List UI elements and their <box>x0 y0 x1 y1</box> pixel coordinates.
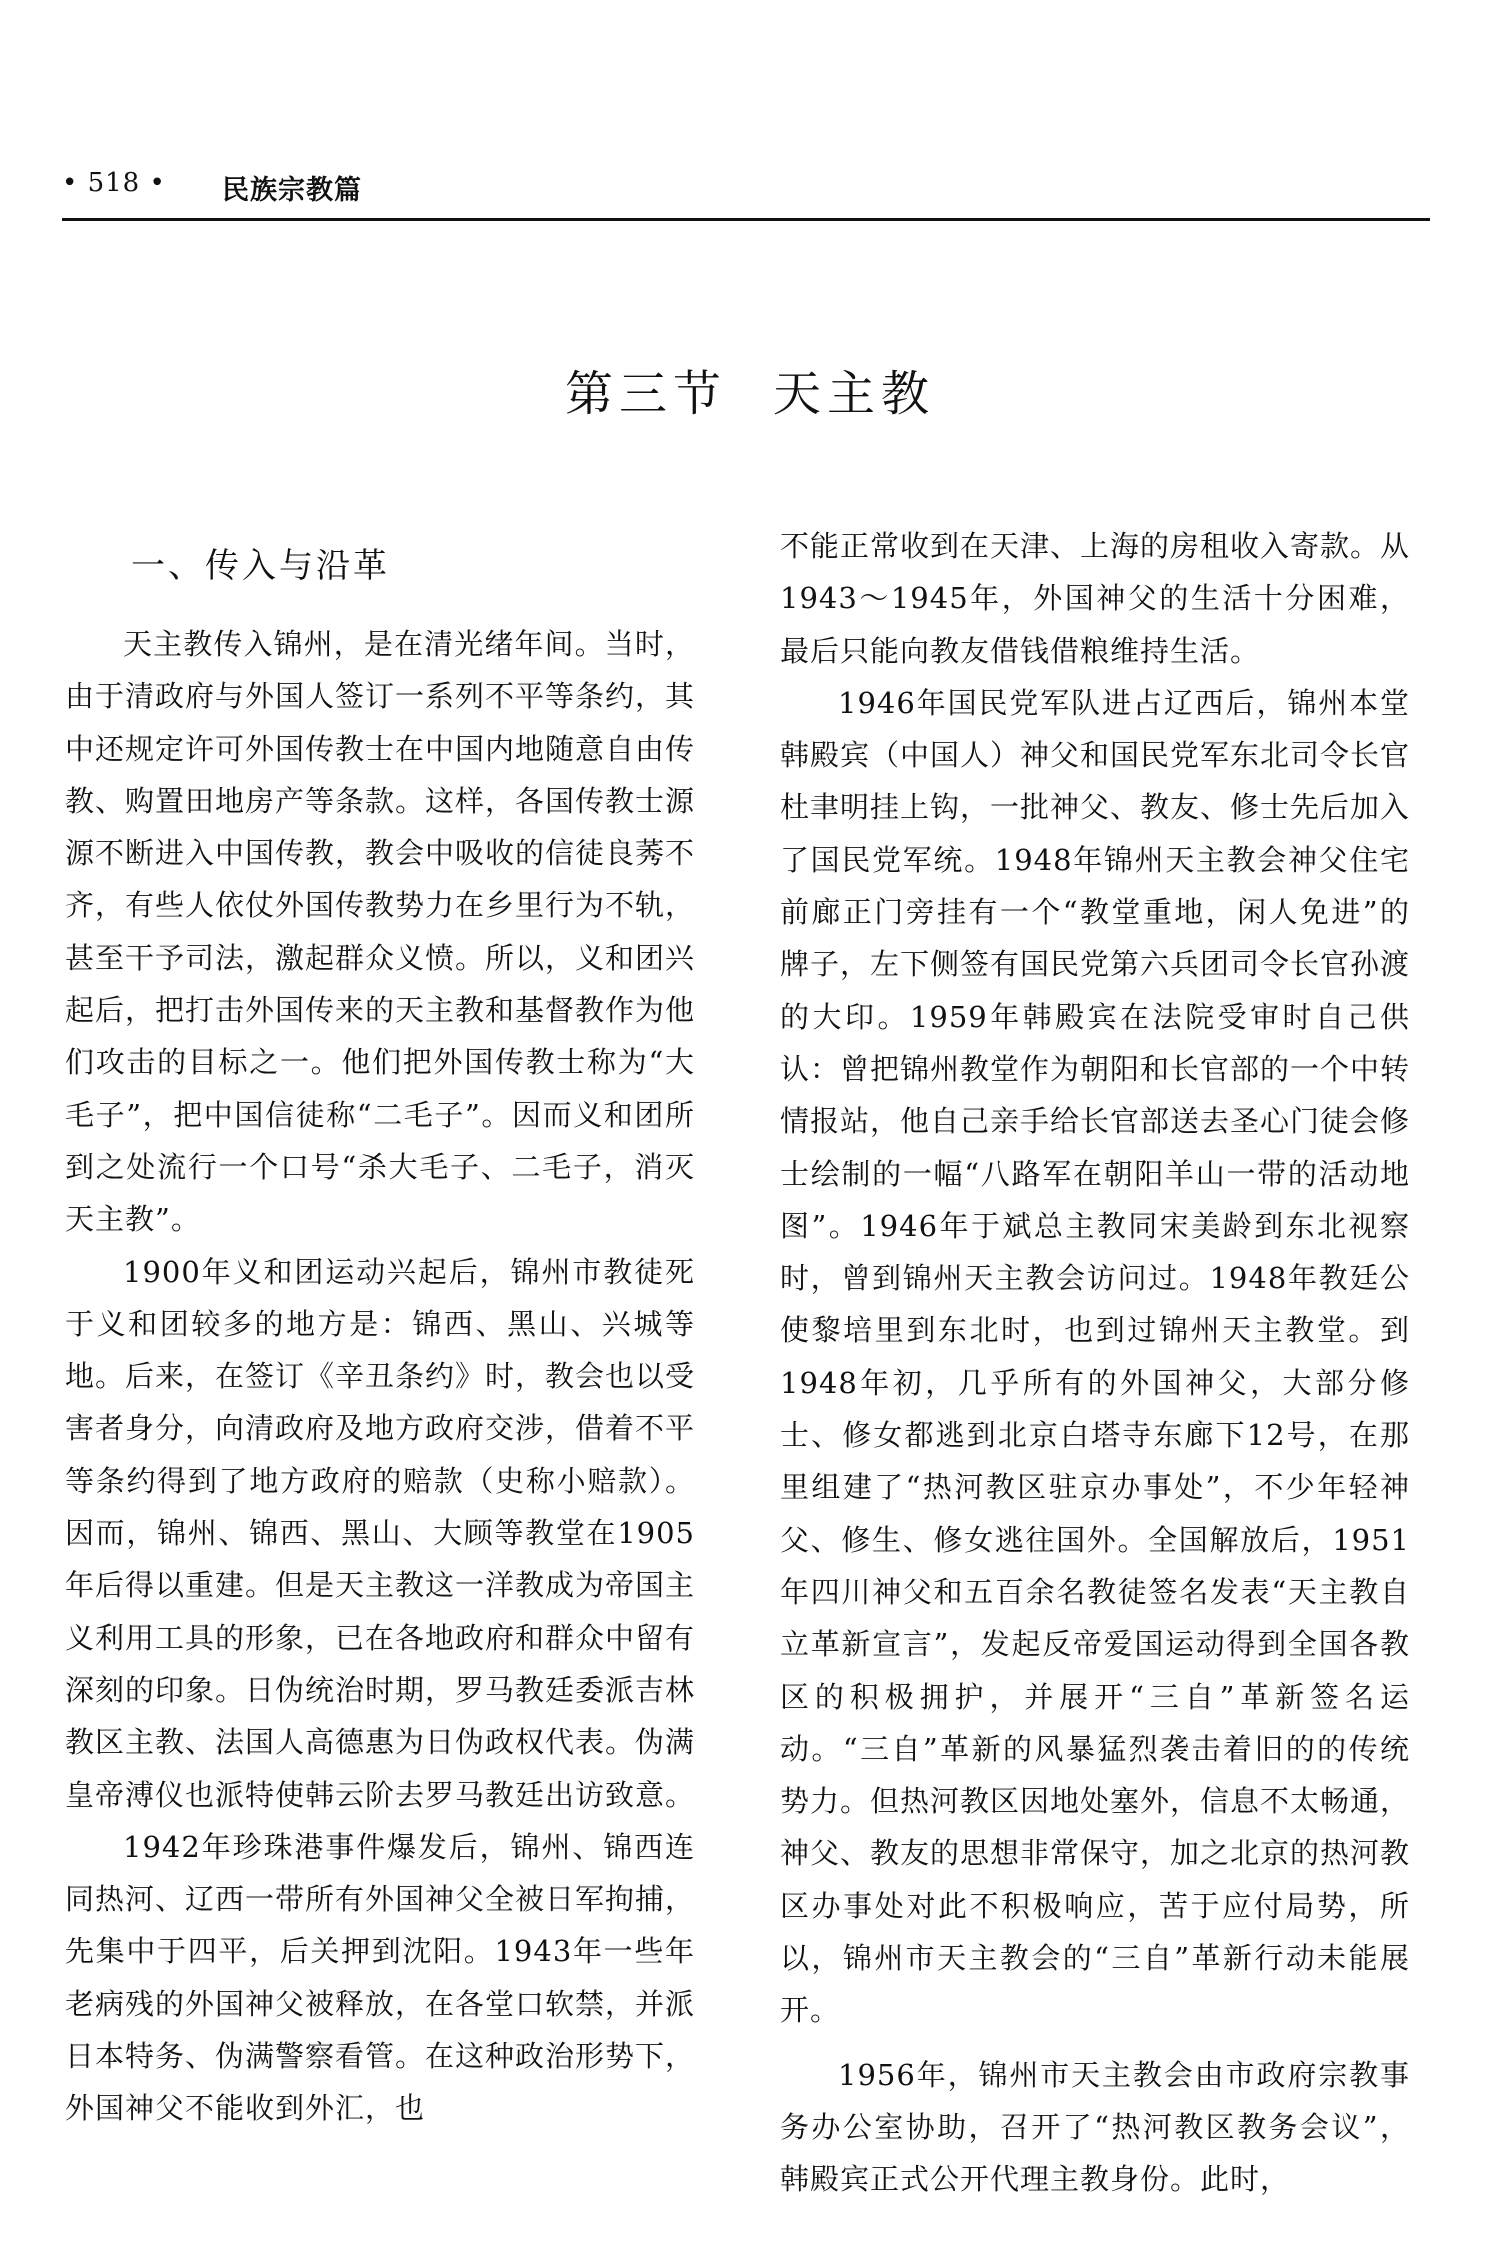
page-number: • 518 • <box>62 168 166 198</box>
right-column <box>780 520 1410 2206</box>
page-header <box>62 168 1430 221</box>
subheading: 一、传入与沿革 <box>131 546 390 586</box>
paragraph: 天主教传入锦州，是在清光绪年间。当时，由于清政府与外国人签订一系列不平等条约，其中还规定许可外国传教士在中国内地随意自由传教、购置田地房产等条款。这样，各国传教士源源不断进入中国传教，教会中吸收的信徒良莠不齐，有些人依仗外国传教势力在乡里行为不轨，甚至干予司法，激起群众义愤。所以，义和团兴起后，把打击外国传来的天主教和基督教作为他们攻击的目标之一。他们把外国传教士称为“大毛子”，把中国信徒称“二毛子”。因而义和团所到之处流行一个口号“杀大毛子、二毛子，消灭天主教”。 <box>65 627 696 1237</box>
paragraph: 1956年，锦州市天主教会由市政府宗教事务办公室协助，召开了“热河教区教务会议”，韩殿宾正式公开代理主教身份。此时， <box>780 2057 1410 2197</box>
left-column <box>65 520 695 2135</box>
paragraph: 1946年国民党军队进占辽西后，锦州本堂韩殿宾（中国人）神父和国民党军东北司令长官杜聿明挂上钩，一批神父、教友、修士先后加入了国民党军统。1948年锦州天主教会神父住宅前廊正门旁挂有一个“教堂重地，闲人免进”的牌子，左下侧签有国民党第六兵团司令长官孙渡的大印。1959年韩殿宾在法院受审时自己供认：曾把锦州教堂作为朝阳和长官部的一个中转情报站，他自己亲手给长官部送去圣心门徒会修士绘制的一幅“八路军在朝阳羊山一带的活动地图”。1946年于斌总主教同宋美龄到东北视察时，曾到锦州天主教会访问过。1948年教廷公使黎培里到东北时，也到过锦州天主教堂。到1948年初，几乎所有的外国神父，大部分修士、修女都逃到北京白塔寺东廊下12号，在那里组建了“热河教区驻京办事处”，不少年轻神父、修生、修女逃往国外。全国解放后，1951年四川神父和五百余名教徒签名发表“天主教自立革新宣言”，发起反帝爱国运动得到全国各教区的积极拥护，并展开“三自”革新签名运动。“三自”革新的风暴猛烈袭击着旧的的传统势力。但热河教区因地处塞外，信息不太畅通，神父、教友的思想非常保守，加之北京的热河教区办事处对此不积极响应，苦于应付局势，所以，锦州市天主教会的“三自”革新行动未能展开。 <box>780 685 1411 2028</box>
paragraph: 1900年义和团运动兴起后，锦州市教徒死于义和团较多的地方是：锦西、黑山、兴城等地。后来，在签订《辛丑条约》时，教会也以受害者身分，向清政府及地方政府交涉，借着不平等条约得到了地方政府的赔款（史称小赔款）。因而，锦州、锦西、黑山、大顾等教堂在1905年后得以重建。但是天主教这一洋教成为帝国主义利用工具的形象，已在各地政府和群众中留有深刻的印象。日伪统治时期，罗马教廷委派吉林教区主教、法国人高德惠为日伪政权代表。伪满皇帝溥仪也派特使韩云阶去罗马教廷出访致意。 <box>65 1254 696 1812</box>
paragraph: 1942年珍珠港事件爆发后，锦州、锦西连同热河、辽西一带所有外国神父全被日军拘捕，先集中于四平，后关押到沈阳。1943年一些年老病残的外国神父被释放，在各堂口软禁，并派日本特务、伪满警察看管。在这种政治形势下，外国神父不能收到外汇，也 <box>65 1829 696 2126</box>
paragraph-continued: 不能正常收到在天津、上海的房租收入寄款。从1943～1945年，外国神父的生活十分困难，最后只能向教友借钱借粮维持生活。 <box>780 529 1411 668</box>
section-title: 天主教 <box>773 366 936 422</box>
running-title: 民族宗教篇 <box>222 175 362 206</box>
section-heading <box>0 355 1500 424</box>
section-label: 第三节 <box>564 366 727 422</box>
